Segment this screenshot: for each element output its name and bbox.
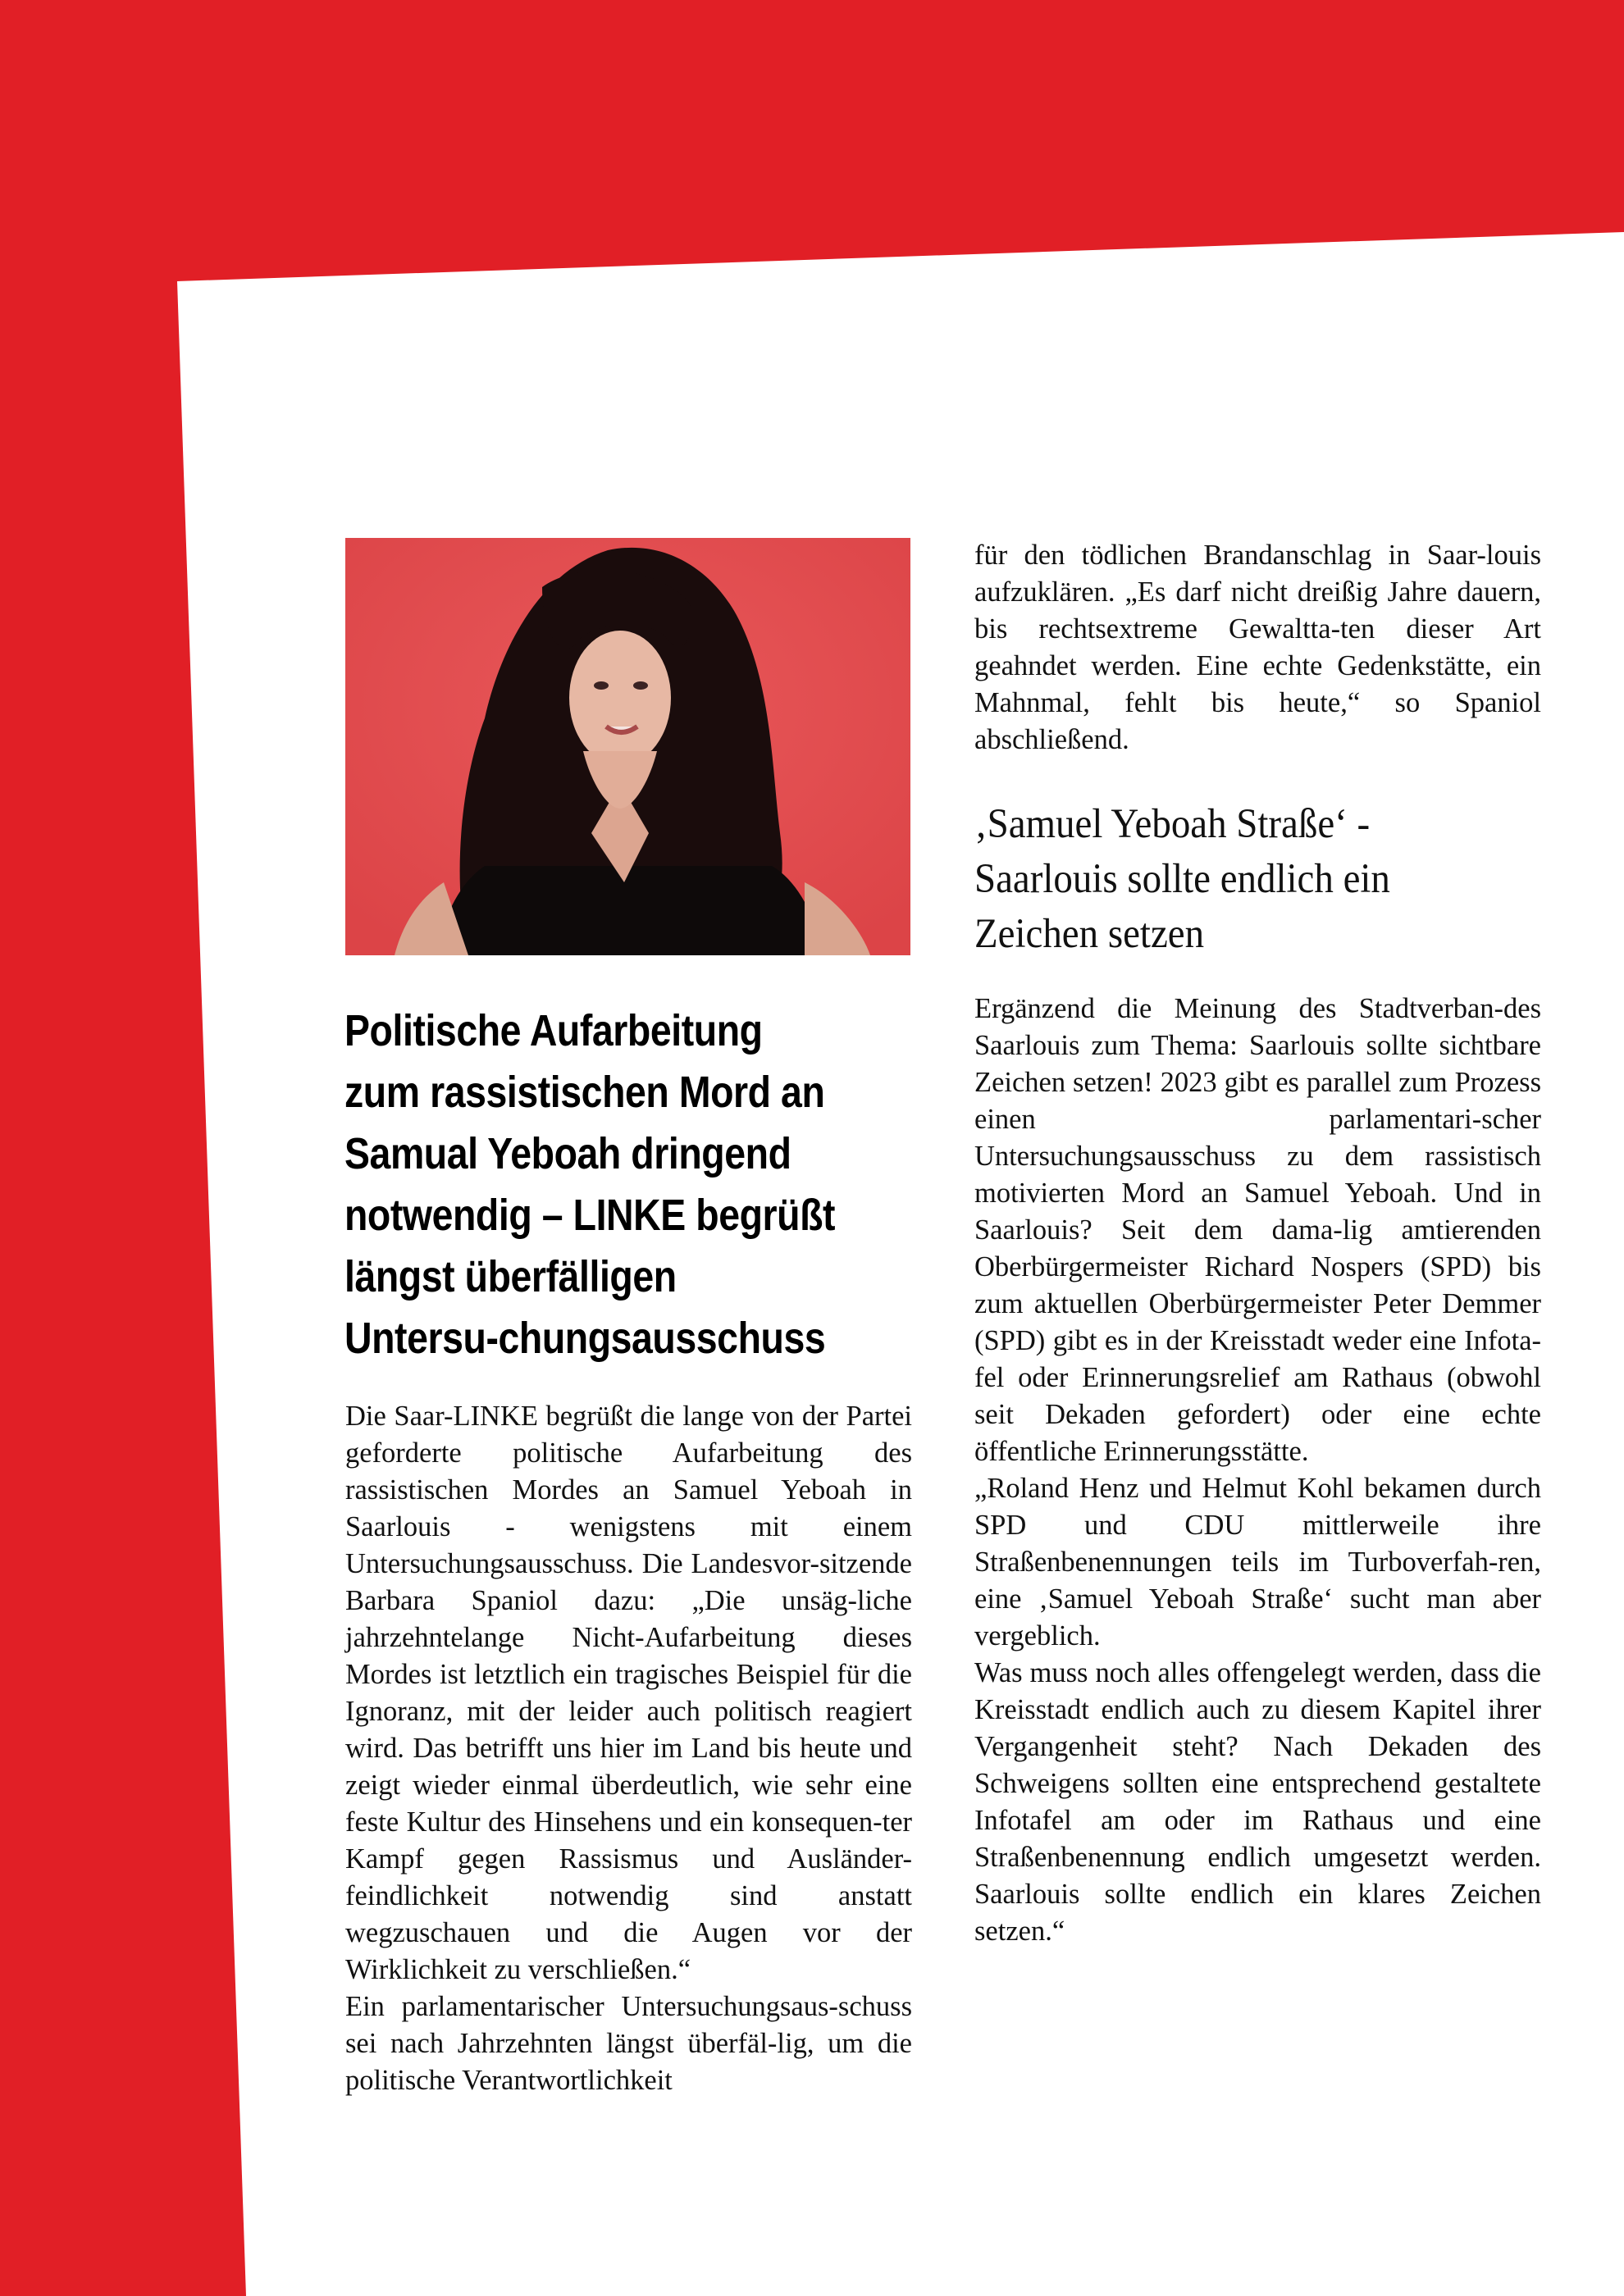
body-paragraph: für den tödlichen Brandanschlag in Saar-louis aufzuklären. „Es darf nicht dreißig Jahre dauern, bis rechtsextreme Gewaltta-ten dieser Art geahndet werden. Eine echte Gedenkstätte, ein Mahnmal, fehlt bis heute,“ so Spaniol abschließend. [974,540,1541,755]
body-paragraph: Ergänzend die Meinung des Stadtverban-des Saarlouis zum Thema: Saarlouis sollte sichtbare Zeichen setzen! 2023 gibt es parallel zum Prozess einen parlamentari-scher Untersuchungsausschuss zu dem rassistisch motivierten Mord an Samuel Yeboah. Und in Saarlouis? Seit dem dama-lig amtierenden Oberbürgermeister Richard Nospers (SPD) bis zum aktuellen Oberbürgermeister Peter Demmer (SPD) gibt es in der Kreisstadt weder eine Infota-fel oder Erinnerungsrelief am Rathaus (obwohl seit Dekaden gefordert) oder eine echte öffentliche Erinnerungsstätte. [974,993,1541,1467]
left-column-body [345,1398,912,2099]
portrait-photo [345,538,910,955]
section-subheadline: ‚Samuel Yeboah Straße‘ - Saarlouis sollte endlich ein Zeichen setzen [974,801,1390,957]
article-headline: Politische Aufarbeitung zum rassistischen Mord an Samual Yeboah dringend notwendig – LINKE begrüßt längst überfälligen Untersu-chungsausschuss [344,1006,836,1363]
right-column-continuation [974,537,1541,758]
body-paragraph: Die Saar-LINKE begrüßt die lange von der Partei geforderte politische Aufarbeitung des rassistischen Mordes an Samuel Yeboah in Saarlouis - wenigstens mit einem Untersuchungsausschuss. Die Landesvor-sitzende Barbara Spaniol dazu: „Die unsäg-liche jahrzehntelange Nicht-Aufarbeitung dieses Mordes ist letztlich ein tragisches Beispiel für die Ignoranz, mit der leider auch politisch reagiert wird. Das betrifft uns hier im Land bis heute und zeigt wieder einmal überdeutlich, wie sehr eine feste Kultur des Hinsehens und ein konsequen-ter Kampf gegen Rassismus und Ausländer-feindlichkeit notwendig sind anstatt wegzuschauen und die Augen vor der Wirklichkeit zu verschließen.“ [345,1401,912,1985]
right-column-body [974,991,1541,1950]
body-paragraph: Was muss noch alles offengelegt werden, dass die Kreisstadt endlich auch zu diesem Kapitel ihrer Vergangenheit steht? Nach Dekaden des Schweigens sollten eine entsprechend gestaltete Infotafel am oder im Rathaus und eine Straßenbenennung endlich umgesetzt werden. Saarlouis sollte endlich ein klares Zeichen setzen.“ [974,1657,1541,1947]
body-paragraph: Ein parlamentarischer Untersuchungsaus-schuss sei nach Jahrzehnten längst überfäl-lig, um die politische Verantwortlichkeit [345,1991,912,2096]
body-paragraph: „Roland Henz und Helmut Kohl bekamen durch SPD und CDU mittlerweile ihre Straßenbenennungen teils im Turboverfah-ren, eine ‚Samuel Yeboah Straße‘ sucht man aber vergeblich. [974,1473,1541,1651]
